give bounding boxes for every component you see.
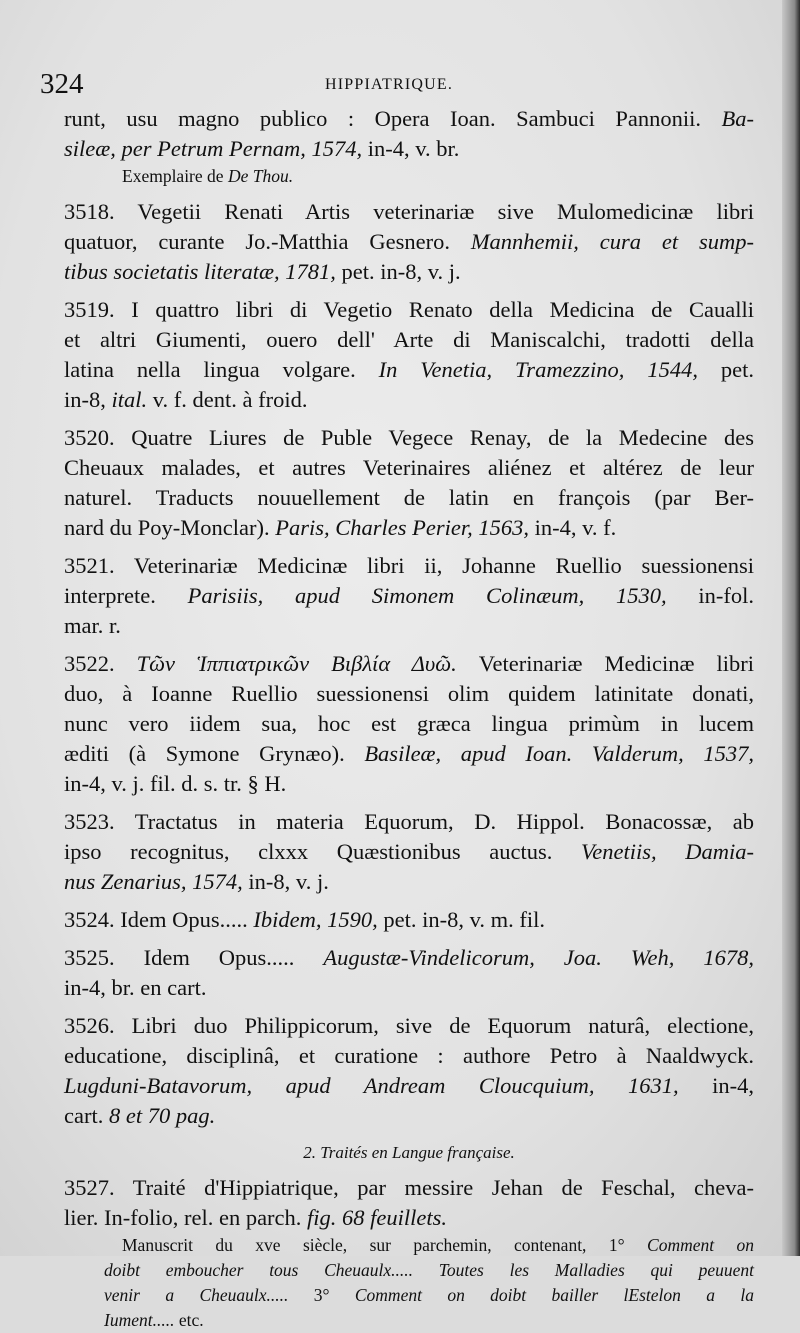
text-line: 3523. Tractatus in materia Equorum, D. Hippol. Bonacossæ, ab: [64, 809, 754, 834]
entry-note: Iument..... etc.: [104, 1310, 204, 1330]
text-line: 3527. Traité d'Hippiatrique, par messire Jehan de Feschal, cheva-: [64, 1175, 754, 1200]
text-line: Cheuaux malades, et autres Veterinaires aliénez et altérez de leur: [64, 455, 754, 480]
entry-continuation: [64, 104, 754, 189]
text-line: 3518. Vegetii Renati Artis veterinariæ sive Mulomedicinæ libri: [64, 199, 754, 224]
text-line: 3526. Libri duo Philippicorum, sive de Equorum naturâ, electione,: [64, 1013, 754, 1038]
text-line: in-8, ital. v. f. dent. à froid.: [64, 387, 308, 412]
page-number: 324: [40, 68, 84, 100]
page-header: [40, 66, 760, 106]
section-heading: 2. Traités en Langue française.: [303, 1143, 515, 1162]
catalog-entry-3519: [64, 295, 754, 415]
entry-note: venir a Cheuaulx..... 3° Comment on doibt bailler lEstelon a la: [104, 1285, 754, 1305]
text-line: mar. r.: [64, 613, 121, 638]
catalog-entry-3527: [64, 1173, 754, 1333]
catalog-entry-3521: [64, 551, 754, 641]
entry-note: doibt emboucher tous Cheuaulx..... Toutes les Malladies qui peuuent: [104, 1260, 754, 1280]
text-line: in-4, v. j. fil. d. s. tr. § H.: [64, 771, 287, 796]
catalog-entry-3518: [64, 197, 754, 287]
text-line: nus Zenarius, 1574, in-8, v. j.: [64, 869, 329, 894]
text-line: 3522. Τῶν Ἱππιατρικῶν Βιβλία Δυῶ. Veterinariæ Medicinæ libri: [64, 651, 755, 676]
text-line: in-4, br. en cart.: [64, 975, 207, 1000]
text-line: et altri Giumenti, ouero dell' Arte di Maniscalchi, tradotti della: [64, 327, 754, 352]
entry-note: Exemplaire de De Thou.: [122, 166, 294, 186]
entry-note: Manuscrit du xve siècle, sur parchemin, contenant, 1° Comment on: [122, 1235, 755, 1255]
text-line: latina nella lingua volgare. In Venetia, Tramezzino, 1544, pet.: [64, 357, 754, 382]
text-line: tibus societatis literatæ, 1781, pet. in-8, v. j.: [64, 259, 461, 284]
text-line: 3519. I quattro libri di Vegetio Renato della Medicina de Caualli: [64, 297, 754, 322]
text-line: Lugduni-Batavorum, apud Andream Cloucquium, 1631, in-4,: [64, 1073, 754, 1098]
text-line: 3521. Veterinariæ Medicinæ libri ii, Johanne Ruellio suessionensi: [64, 553, 754, 578]
text-line: naturel. Traducts nouuellement de latin en françois (par Ber-: [64, 485, 754, 510]
catalog-entry-3526: [64, 1011, 754, 1131]
text-line: nunc vero iidem sua, hoc est græca lingua primùm in lucem: [64, 711, 754, 736]
catalog-entry-3523: [64, 807, 754, 897]
text-line: cart. 8 et 70 pag.: [64, 1103, 216, 1128]
text-line: quatuor, curante Jo.-Matthia Gesnero. Mannhemii, cura et sump-: [64, 229, 754, 254]
catalog-text: [64, 104, 754, 1333]
text-line: 3524. Idem Opus..... Ibidem, 1590, pet. in-8, v. m. fil.: [64, 907, 546, 932]
running-head: HIPPIATRIQUE.: [325, 76, 454, 93]
text-line: runt, usu magno publico : Opera Ioan. Sambuci Pannonii. Ba-: [64, 106, 754, 131]
catalog-entry-3524: [64, 905, 754, 935]
text-line: ipso recognitus, clxxx Quæstionibus auctus. Venetiis, Damia-: [64, 839, 754, 864]
text-line: educatione, disciplinâ, et curatione : authore Petro à Naaldwyck.: [64, 1043, 754, 1068]
text-line: lier. In-folio, rel. en parch. fig. 68 feuillets.: [64, 1205, 448, 1230]
text-line: 3525. Idem Opus..... Augustæ-Vindelicorum, Joa. Weh, 1678,: [64, 945, 754, 970]
page-gutter-shadow: [782, 0, 800, 1256]
text-line: nard du Poy-Monclar). Paris, Charles Perier, 1563, in-4, v. f.: [64, 515, 617, 540]
catalog-entry-3525: [64, 943, 754, 1003]
text-line: æditi (à Symone Grynæo). Basileæ, apud Ioan. Valderum, 1537,: [64, 741, 754, 766]
catalog-entry-3522: [64, 649, 754, 799]
text-line: duo, à Ioanne Ruellio suessionensi olim quidem latinitate donati,: [64, 681, 754, 706]
text-line: sileæ, per Petrum Pernam, 1574, in-4, v. br.: [64, 136, 460, 161]
text-line: interprete. Parisiis, apud Simonem Colinæum, 1530, in-fol.: [64, 583, 754, 608]
text-line: 3520. Quatre Liures de Puble Vegece Renay, de la Medecine des: [64, 425, 754, 450]
catalog-entry-3520: [64, 423, 754, 543]
